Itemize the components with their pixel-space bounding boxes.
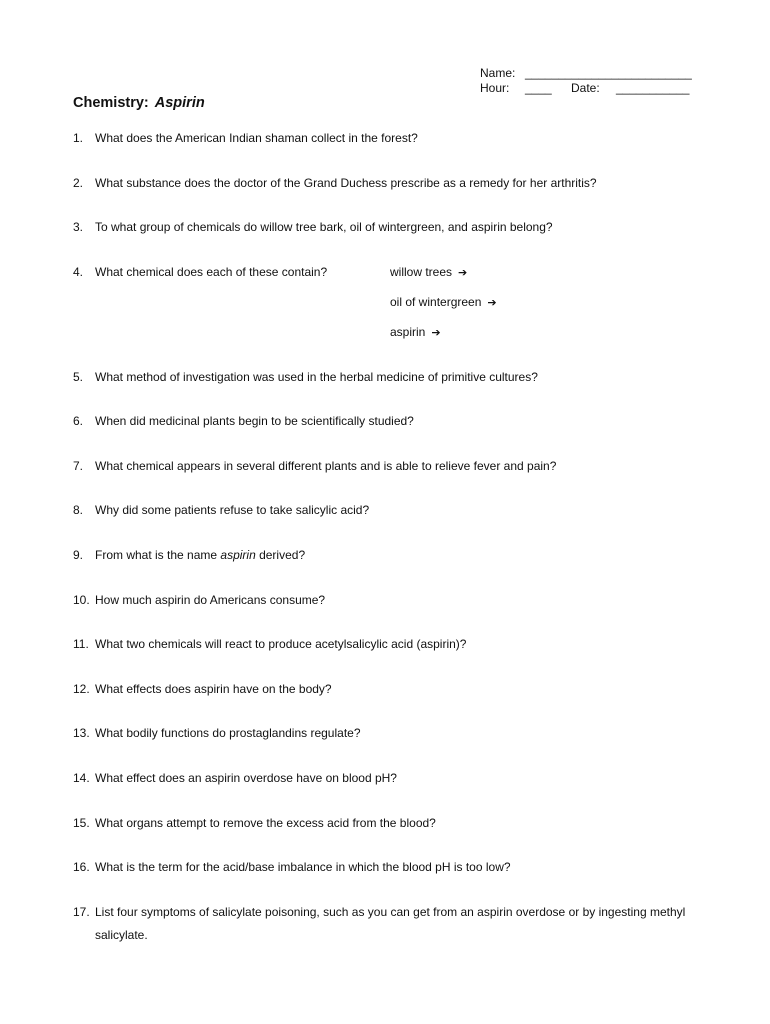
question-text: How much aspirin do Americans consume? (95, 593, 326, 607)
question-text: What chemical does each of these contain? (95, 265, 328, 279)
date-label: Date: (571, 81, 600, 95)
subitem-aspirin (390, 325, 441, 340)
subitem-oil-of-wintergreen (390, 295, 497, 310)
date-blank[interactable]: ___________ (616, 81, 690, 95)
question-number: 9. (73, 548, 84, 562)
question-number: 1. (73, 131, 84, 145)
title-main: Chemistry: (73, 95, 149, 111)
question-text-after: derived? (255, 548, 306, 562)
question-number: 7. (73, 459, 84, 473)
question-text: What chemical appears in several different plants and is able to relieve fever and pain? (95, 459, 557, 473)
question-number: 10. (73, 593, 90, 607)
question-number: 6. (73, 414, 84, 428)
right-arrow-icon: ➔ (431, 326, 441, 339)
question-text: What effect does an aspirin overdose have on blood pH? (95, 771, 397, 785)
question-number: 3. (73, 220, 84, 234)
name-blank[interactable]: _________________________ (525, 66, 692, 80)
question-text-emphasis: aspirin (220, 548, 256, 562)
question-text: What two chemicals will react to produce acetylsalicylic acid (aspirin)? (95, 637, 467, 651)
right-arrow-icon: ➔ (458, 266, 468, 279)
question-text: What bodily functions do prostaglandins regulate? (95, 726, 361, 740)
question-text: To what group of chemicals do willow tree bark, oil of wintergreen, and aspirin belong? (95, 220, 553, 234)
question-number: 16. (73, 860, 90, 874)
question-number: 12. (73, 682, 90, 696)
subitem-label: oil of wintergreen (390, 295, 482, 309)
question-text: What does the American Indian shaman collect in the forest? (95, 131, 418, 145)
question-number: 8. (73, 503, 84, 517)
question-text: Why did some patients refuse to take salicylic acid? (95, 503, 370, 517)
question-number: 13. (73, 726, 90, 740)
question-text: List four symptoms of salicylate poisoning, such as you can get from an aspirin overdose or by ingesting methyl salicylate. (95, 905, 686, 942)
question-text: What is the term for the acid/base imbalance in which the blood pH is too low? (95, 860, 511, 874)
question-number: 14. (73, 771, 90, 785)
hour-label: Hour: (480, 81, 510, 95)
question-number: 2. (73, 176, 84, 190)
hour-blank[interactable]: ____ (525, 81, 552, 95)
subitem-willow-trees (390, 265, 467, 280)
question-number: 11. (73, 637, 89, 651)
question-number: 5. (73, 370, 84, 384)
question-text: What organs attempt to remove the excess acid from the blood? (95, 816, 436, 830)
question-text: What substance does the doctor of the Grand Duchess prescribe as a remedy for her arthritis? (95, 176, 597, 190)
question-number: 15. (73, 816, 90, 830)
question-text: When did medicinal plants begin to be scientifically studied? (95, 414, 414, 428)
question-text: What method of investigation was used in the herbal medicine of primitive cultures? (95, 370, 538, 384)
question-text-before: From what is the name (95, 548, 221, 562)
right-arrow-icon: ➔ (487, 296, 497, 309)
question-text (95, 548, 305, 563)
subitem-label: willow trees (390, 265, 453, 279)
question-text: What effects does aspirin have on the body? (95, 682, 332, 696)
name-label: Name: (480, 66, 516, 80)
question-number: 17. (73, 905, 90, 919)
title-sub: Aspirin (154, 95, 205, 111)
subitem-label: aspirin (390, 325, 426, 339)
page-title (73, 95, 205, 111)
question-number: 4. (73, 265, 84, 279)
